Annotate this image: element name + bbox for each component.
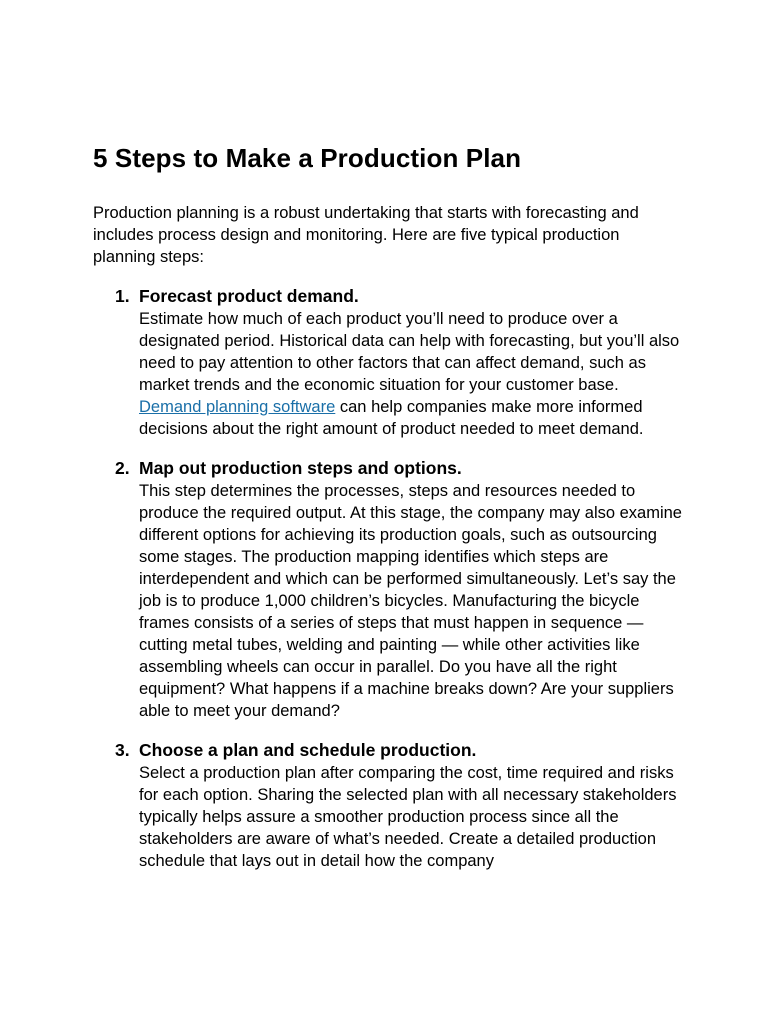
step-body: Select a production plan after comparing the cost, time required and risks for each option. Sharing the selected plan with all necessary stakeholders typically helps assure a smoother production process since all the stakeholders are aware of what’s needed. Create a detailed production schedule that lays out in detail how the company xyxy=(139,764,677,870)
steps-list xyxy=(93,284,683,872)
document-page xyxy=(93,140,683,888)
step-number: 1. xyxy=(115,286,130,306)
step-number: 3. xyxy=(115,740,130,760)
step-body-text: can help companies make more informed decisions about the right amount of product needed to meet demand. xyxy=(139,398,644,438)
step-title: Map out production steps and options. xyxy=(139,458,462,478)
step-title: Forecast product demand. xyxy=(139,286,359,306)
demand-planning-software-link[interactable]: Demand planning software xyxy=(139,398,336,416)
intro-paragraph: Production planning is a robust undertaking that starts with forecasting and includes process design and monitoring. Here are five typical production planning steps: xyxy=(93,204,639,266)
list-item-step-1 xyxy=(93,284,683,440)
step-body xyxy=(139,308,683,440)
list-item-step-2 xyxy=(93,456,683,722)
list-item-step-3 xyxy=(93,738,683,872)
step-body: This step determines the processes, steps and resources needed to produce the required output. At this stage, the company may also examine different options for achieving its production goals, such as outsourcing some stages. The production mapping identifies which steps are interdependent and which can be performed simultaneously. Let’s say the job is to produce 1,000 children’s bicycles. Manufacturing the bicycle frames consists of a series of steps that must happen in sequence — cutting metal tubes, welding and painting — while other activities like assembling wheels can occur in parallel. Do you have all the right equipment? What happens if a machine breaks down? Are your suppliers able to meet your demand? xyxy=(139,482,682,720)
step-body-text: Estimate how much of each product you’ll need to produce over a designated period. Historical data can help with forecasting, but you’ll also need to pay attention to other factors that can affect demand, such as market trends and the economic situation for your customer base. xyxy=(139,310,680,394)
step-number: 2. xyxy=(115,458,130,478)
step-title: Choose a plan and schedule production. xyxy=(139,740,477,760)
page-title: 5 Steps to Make a Production Plan xyxy=(93,143,522,173)
